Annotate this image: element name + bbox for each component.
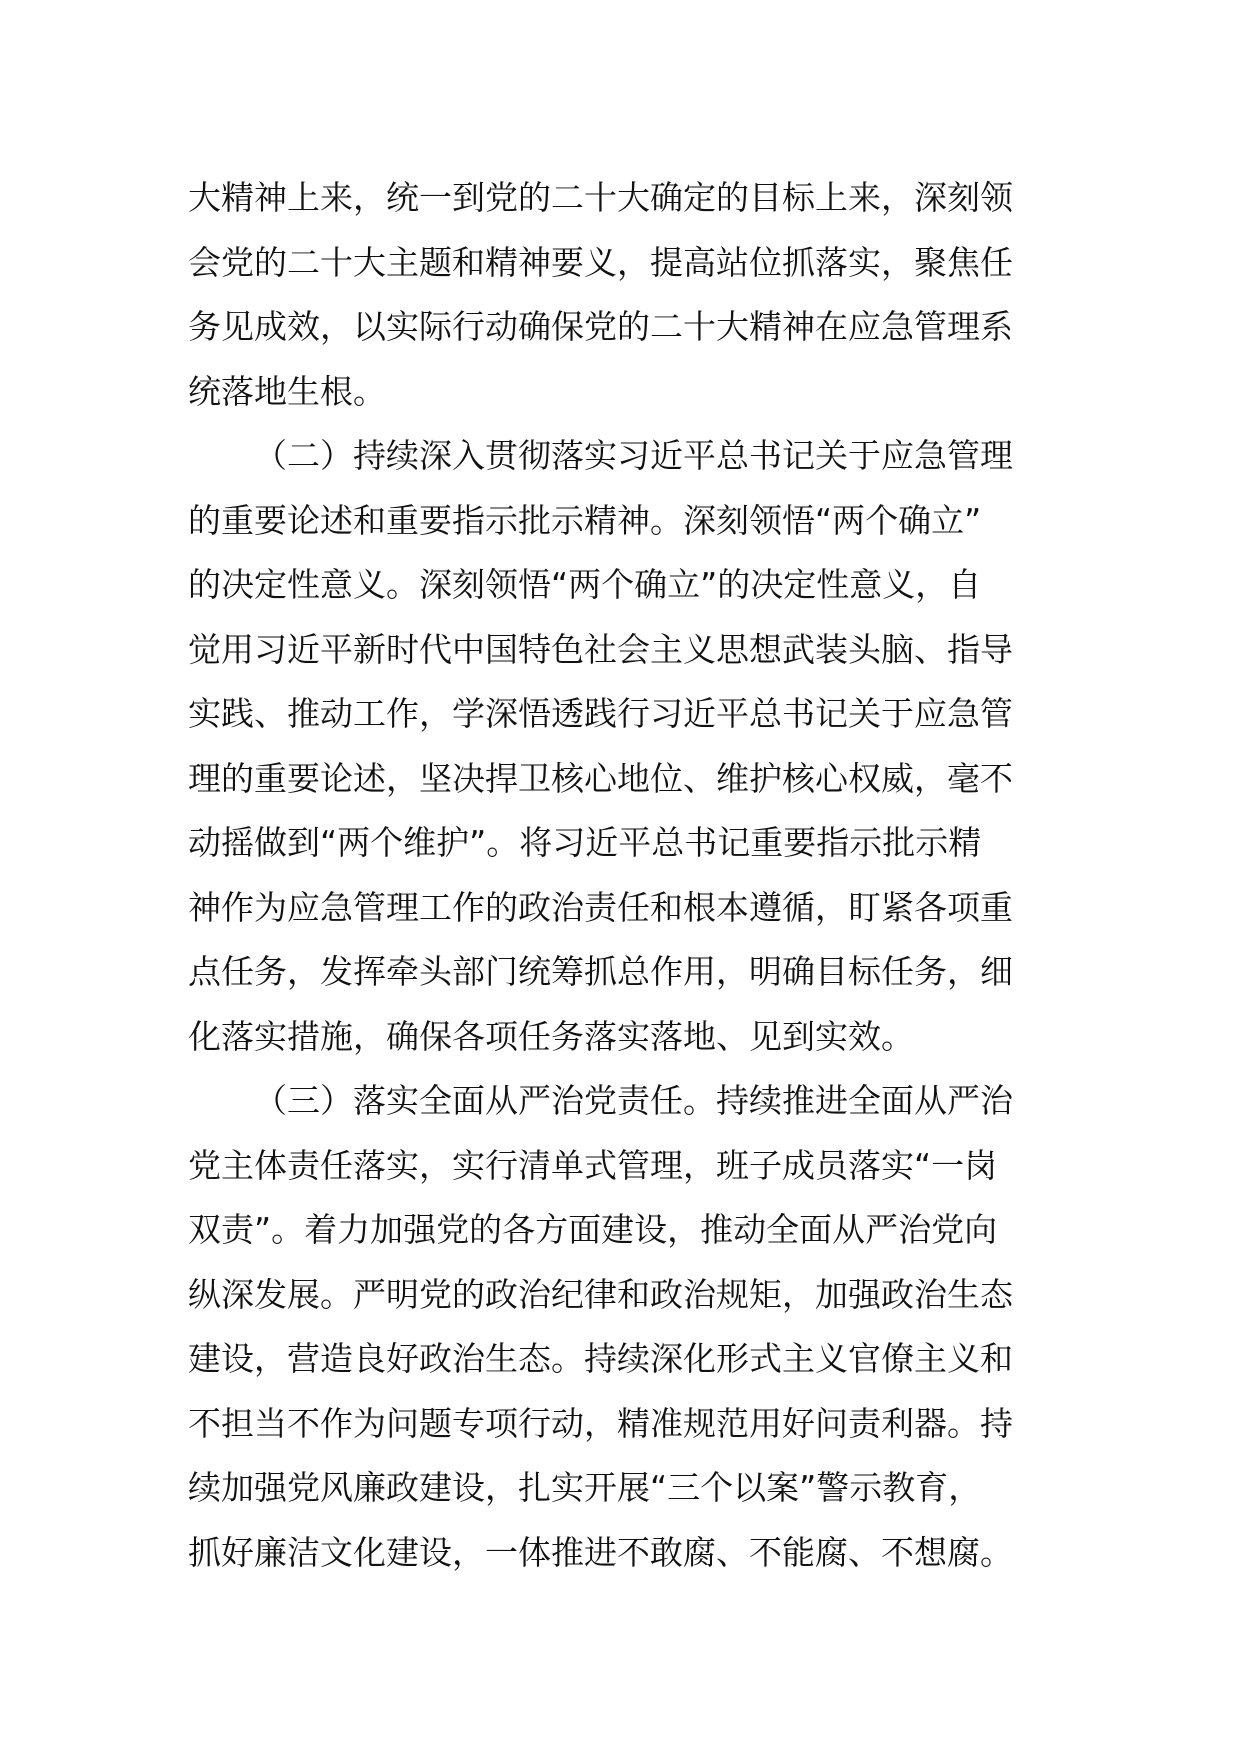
document-body — [188, 166, 1056, 1585]
paragraph-1 — [188, 166, 1056, 424]
text-line: 建设，营造良好政治生态。持续深化形式主义官僚主义和 — [188, 1339, 1013, 1378]
text-line: 大精神上来，统一到党的二十大确定的目标上来，深刻领 — [188, 178, 1013, 217]
section-heading-line: （二）持续深入贯彻落实习近平总书记关于应急管理 — [254, 436, 1013, 475]
text-line: 动摇做到“两个维护”。将习近平总书记重要指示批示精 — [188, 823, 982, 862]
text-line: 抓好廉洁文化建设，一体推进不敢腐、不能腐、不想腐。 — [188, 1532, 1013, 1572]
section-heading-line: （三）落实全面从严治党责任。持续推进全面从严治 — [254, 1081, 1013, 1120]
text-line: 神作为应急管理工作的政治责任和根本遵循，盯紧各项重 — [188, 887, 1013, 927]
text-line: 党主体责任落实，实行清单式管理，班子成员落实“一岗 — [188, 1145, 998, 1185]
paragraph-2 — [188, 424, 1056, 1069]
text-line: 理的重要论述，坚决捍卫核心地位、维护核心权威，毫不 — [188, 758, 1013, 798]
text-line: 实践、推动工作，学深悟透践行习近平总书记关于应急管 — [188, 694, 1013, 733]
text-line: 化落实措施，确保各项任务落实落地、见到实效。 — [188, 1016, 914, 1056]
text-line: 的重要论述和重要指示批示精神。深刻领悟“两个确立” — [188, 500, 982, 540]
text-line: 纵深发展。严明党的政治纪律和政治规矩，加强政治生态 — [188, 1274, 1013, 1314]
text-line: 不担当不作为问题专项行动，精准规范用好问责利器。持 — [188, 1403, 1013, 1443]
paragraph-3 — [188, 1069, 1056, 1585]
text-line: 觉用习近平新时代中国特色社会主义思想武装头脑、指导 — [188, 629, 1013, 669]
text-line: 的决定性意义。深刻领悟“两个确立”的决定性意义，自 — [188, 565, 982, 604]
text-line: 双责”。着力加强党的各方面建设，推动全面从严治党向 — [188, 1210, 998, 1249]
text-line: 统落地生根。 — [188, 371, 386, 411]
text-line: 点任务，发挥牵头部门统筹抓总作用，明确目标任务，细 — [188, 952, 1013, 991]
text-line: 续加强党风廉政建设，扎实开展“三个以案”警示教育， — [188, 1468, 982, 1507]
text-line: 会党的二十大主题和精神要义，提高站位抓落实，聚焦任 — [188, 242, 1013, 282]
text-line: 务见成效，以实际行动确保党的二十大精神在应急管理系 — [188, 307, 1013, 346]
